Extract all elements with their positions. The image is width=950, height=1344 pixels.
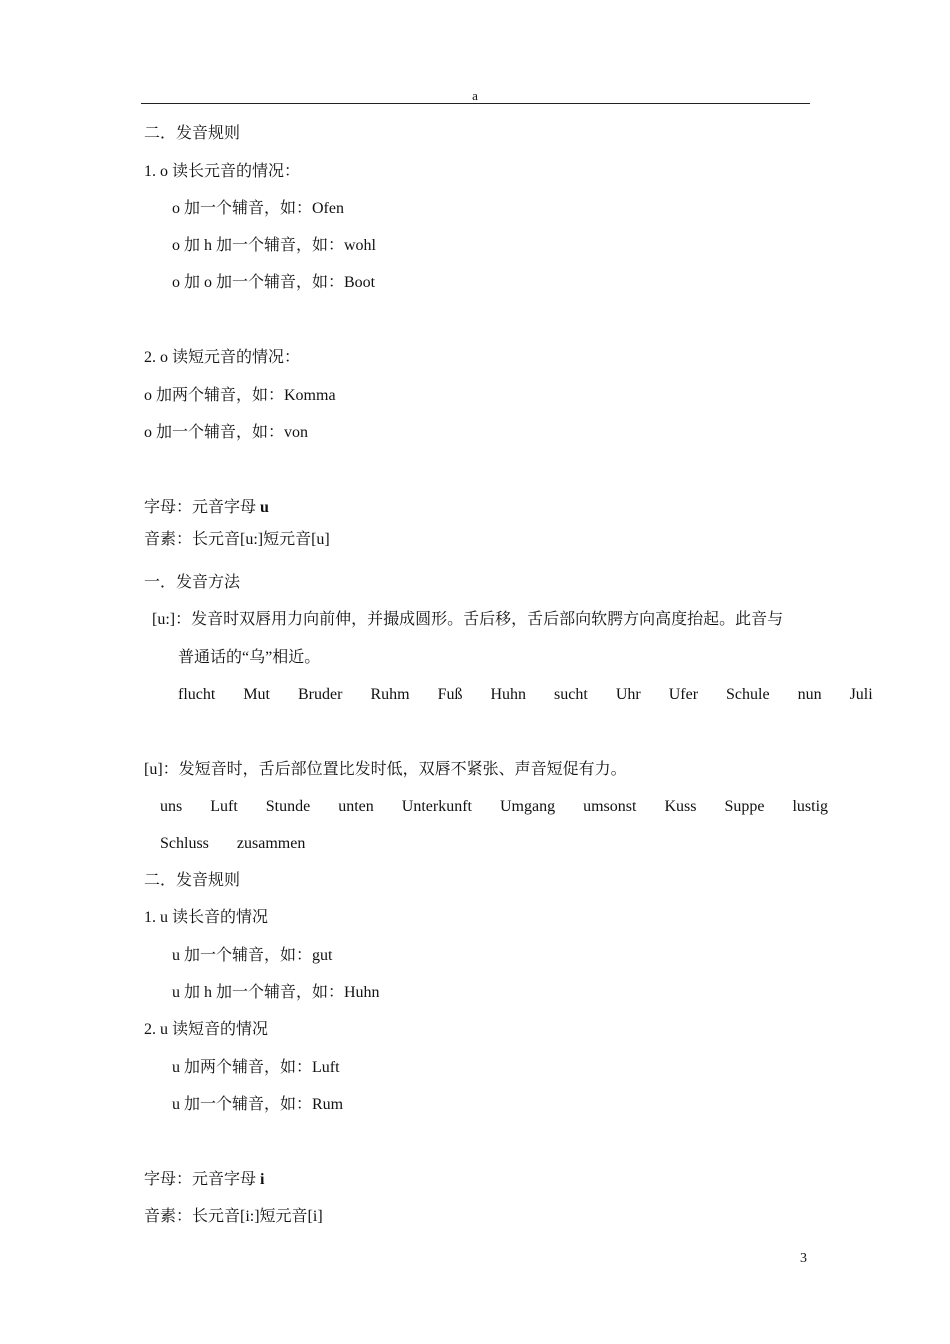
example-word: zusammen	[236, 835, 306, 852]
u-long-examples	[178, 685, 897, 705]
example-word: Juli	[849, 686, 873, 703]
example-word: Suppe	[724, 798, 765, 815]
o-long-rule: o 加一个辅音，如：Ofen	[172, 200, 344, 217]
i-letter-label: 字母：元音字母	[144, 1171, 261, 1188]
example-word: Umgang	[499, 798, 556, 815]
o-short-rule: o 加一个辅音，如：von	[144, 424, 309, 441]
u-long-heading: 1. u 读长音的情况	[144, 909, 269, 926]
u-rules-heading: 二．发音规则	[144, 872, 241, 889]
u-long-rule: u 加 h 加一个辅音，如：Huhn	[172, 984, 380, 1001]
example-word: Bruder	[298, 686, 343, 703]
o-short-rule: o 加两个辅音，如：Komma	[144, 387, 336, 404]
example-word: Fuß	[437, 686, 463, 703]
u-letter-line	[144, 498, 269, 518]
example-word: Kuss	[664, 798, 697, 815]
example-word: flucht	[178, 686, 216, 703]
example-word: nun	[797, 686, 822, 703]
u-letter: u	[260, 499, 269, 516]
u-method-heading: 一．发音方法	[144, 574, 241, 591]
o-long-rule: o 加 o 加一个辅音，如：Boot	[172, 274, 376, 291]
example-word: sucht	[554, 686, 588, 703]
u-short-examples	[160, 797, 828, 817]
u-phoneme-line: 音素：长元音[u:]短元音[u]	[144, 531, 330, 548]
example-word: Huhn	[490, 686, 527, 703]
o-long-rule: o 加 h 加一个辅音，如：wohl	[172, 237, 377, 254]
o-long-heading: 1. o 读长元音的情况：	[144, 163, 301, 180]
example-word: lustig	[792, 798, 829, 815]
example-word: Ufer	[668, 686, 699, 703]
u-short-rule: u 加一个辅音，如：Rum	[172, 1096, 344, 1113]
example-word: Luft	[210, 798, 238, 815]
header-rule	[141, 103, 810, 104]
example-word: unten	[338, 798, 374, 815]
page-header: a	[472, 88, 478, 103]
example-word: Stunde	[265, 798, 311, 815]
example-word: Unterkunft	[401, 798, 472, 815]
i-letter: i	[260, 1171, 265, 1188]
page-number: 3	[800, 1251, 807, 1266]
i-letter-line	[144, 1170, 264, 1190]
u-long-rule: u 加一个辅音，如：gut	[172, 947, 333, 964]
u-short-rule: u 加两个辅音，如：Luft	[172, 1059, 340, 1076]
example-word: uns	[160, 798, 183, 815]
u-letter-label: 字母：元音字母	[144, 499, 261, 516]
o-short-heading: 2. o 读短元音的情况：	[144, 349, 301, 366]
u-long-description: [u:]：发音时双唇用力向前伸，并撮成圆形。舌后移，舌后部向软腭方向高度抬起。此音与	[152, 611, 784, 628]
example-word: Mut	[243, 686, 270, 703]
example-word: Ruhm	[370, 686, 410, 703]
example-word: Schluss	[160, 835, 209, 852]
i-phoneme-line: 音素：长元音[i:]短元音[i]	[144, 1208, 323, 1225]
u-short-heading: 2. u 读短音的情况	[144, 1021, 269, 1038]
u-short-examples-cont	[160, 834, 329, 854]
example-word: Schule	[726, 686, 770, 703]
u-long-description-cont: 普通话的“乌”相近。	[178, 649, 321, 666]
example-word: Uhr	[615, 686, 641, 703]
u-short-description: [u]：发短音时，舌后部位置比发时低，双唇不紧张、声音短促有力。	[144, 761, 627, 778]
o-rules-heading: 二．发音规则	[144, 125, 241, 142]
example-word: umsonst	[583, 798, 637, 815]
